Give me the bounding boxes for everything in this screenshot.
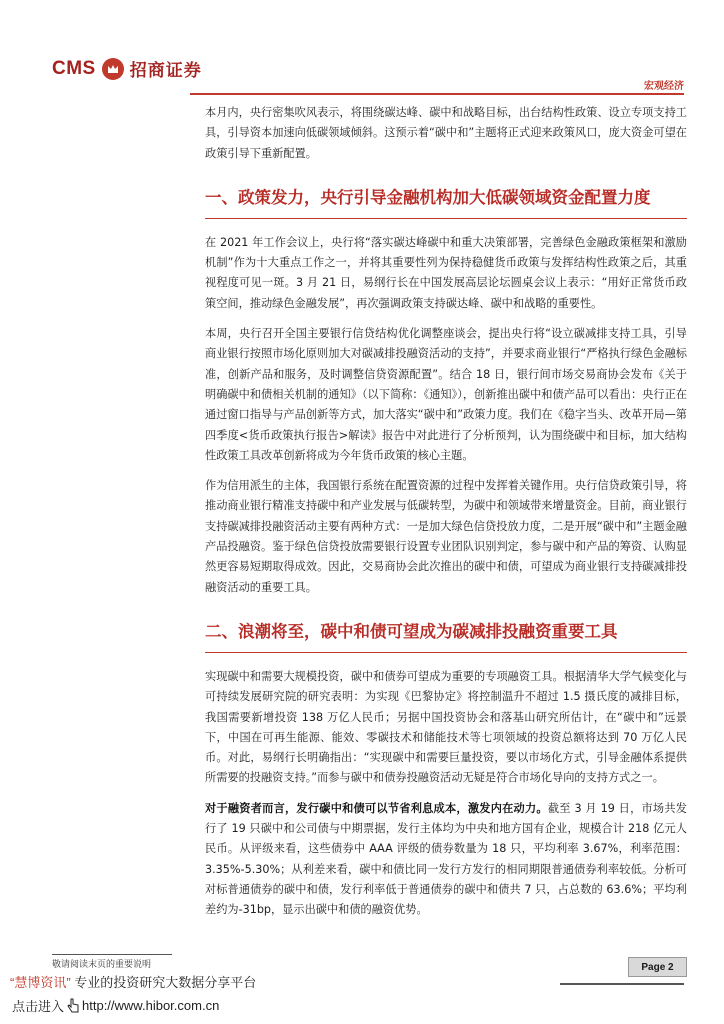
intro-paragraph: 本月内，央行密集吹风表示，将围绕碳达峰、碳中和战略目标，出台结构性政策、设立专项支持工具，引导资本加速向低碳领域倾斜。这预示着“碳中和”主题将正式迎来政策风口，庞大资金可望在政策引导下重新配置。 bbox=[205, 106, 687, 160]
section1-heading-wrap bbox=[205, 186, 687, 219]
watermark-link-prefix: 点击进入 bbox=[12, 999, 65, 1014]
logo-cms-text: CMS bbox=[52, 57, 96, 79]
watermark-tagline: 专业的投资研究大数据分享平台 bbox=[70, 975, 257, 990]
section2-paragraph-2-body: 截至 3 月 19 日，市场共发行了 19 只碳中和公司债与中期票据，发行主体均为中央和地方国有企业，规模合计 218 亿元人民币。从评级来看，这些债券中 AAA 评级的债券数量为 18 只，平均利率 3.67%，利率范围：3.35%-5.30%；从利差来看，碳中和债比同一发行方发行的相同期限普通债券利率较低。分析可对标普通债券的碳中和债，发行利率低于普通债券的碳中和债共 7 只，占总数的 63.6%；平均利差约为-31bp，显示出碳中和债的融资优势。 bbox=[205, 801, 687, 917]
header-divider bbox=[190, 93, 684, 95]
section2-paragraph-1: 实现碳中和需要大规模投资，碳中和债券可望成为重要的专项融资工具。根据清华大学气候变化与可持续发展研究院的研究表明：为实现《巴黎协定》将控制温升不超过 1.5 摄氏度的减排目标，我国需要新增投资 138 万亿人民币；另据中国投资协会和落基山研究所估计，在“碳中和”远景下，中国在可再生能源、能效、零碳技术和储能技术等七项领域的投资总额将达到 70 万亿人民币。对此，易纲行长明确指出：“实现碳中和需要巨量投资，要以市场化方式，引导金融体系提供所需要的投融资支持。”而参与碳中和债券投融资活动无疑是符合市场化导向的支持方式之一。 bbox=[205, 669, 687, 785]
section1-paragraph-1: 在 2021 年工作会议上，央行将“落实碳达峰碳中和重大决策部署，完善绿色金融政策框架和激励机制”作为十大重点工作之一，并将其重要性列为保持稳健货币政策与发挥结构性政策之后，其重视程度可见一斑。3 月 21 日，易纲行长在中国发展高层论坛圆桌会议上表示：“用好正常货币政策空间，推动绿色金融发展”，再次强调政策支持碳达峰、碳中和战略的重要性。 bbox=[205, 235, 687, 310]
page-header bbox=[0, 0, 724, 100]
section2-heading: 二、浪潮将至，碳中和债可望成为碳减排投融资重要工具 bbox=[205, 621, 618, 641]
section1-paragraph-3: 作为信用派生的主体，我国银行系统在配置资源的过程中发挥着关键作用。央行信贷政策引导，将推动商业银行精准支持碳中和产业发展与低碳转型，为碳中和领域带来增量资金。目前，商业银行支持碳减排投融资活动主要有两种方式：一是加大绿色信贷投放力度，二是开展“碳中和”主题金融产品投融资。鉴于绿色信贷投放需要银行设置专业团队识别判定，参与碳中和产品的筹资、认购显然更容易短期取得成效。因此，交易商协会此次推出的碳中和债，可望成为商业银行支持碳减排投融资活动的重要工具。 bbox=[205, 479, 687, 594]
pointing-hand-icon bbox=[66, 998, 80, 1014]
section1-heading: 一、政策发力，央行引导金融机构加大低碳领域资金配置力度 bbox=[205, 187, 651, 207]
watermark-brand: “慧博资讯” bbox=[10, 975, 71, 990]
watermark-line-1 bbox=[10, 972, 256, 991]
report-body bbox=[205, 100, 687, 931]
logo-chinese-text: 招商证券 bbox=[129, 61, 202, 81]
watermark-url[interactable]: http://www.hibor.com.cn bbox=[82, 998, 220, 1013]
section-tag: 宏观经济 bbox=[644, 81, 684, 92]
logo-emblem-icon bbox=[102, 58, 124, 80]
page-divider bbox=[560, 983, 684, 985]
section2-paragraph-2-lead: 对于融资者而言，发行碳中和债可以节省利息成本，激发内在动力。 bbox=[205, 801, 548, 815]
section2-paragraph-2 bbox=[205, 799, 687, 921]
cms-logo bbox=[52, 56, 202, 81]
page-number: Page 2 bbox=[628, 957, 687, 977]
footer-divider bbox=[52, 954, 172, 955]
disclaimer-note: 敬请阅读末页的重要说明 bbox=[52, 960, 152, 970]
watermark-link[interactable] bbox=[12, 996, 219, 1015]
section1-paragraph-2: 本周，央行召开全国主要银行信贷结构优化调整座谈会，提出央行将“设立碳减排支持工具，引导商业银行按照市场化原则加大对碳减排投融资活动的支持”，并要求商业银行“严格执行绿色金融标准，创新产品和服务，及时调整信贷资源配置”。结合 18 日，银行间市场交易商协会发布《关于明确碳中和债相关机制的通知》（以下简称：《通知》），创新推出碳中和债产品可以看出：央行正在通过窗口指导与产品创新等方式，加大落实“碳中和”政策力度。我们在《稳字当头、改革开局—第四季度<货币政策执行报告>解读》报告中对此进行了分析预判，认为围绕碳中和目标，加大结构性政策工具改革创新将成为今年货币政策的核心主题。 bbox=[205, 327, 687, 462]
section2-heading-wrap bbox=[205, 620, 687, 653]
